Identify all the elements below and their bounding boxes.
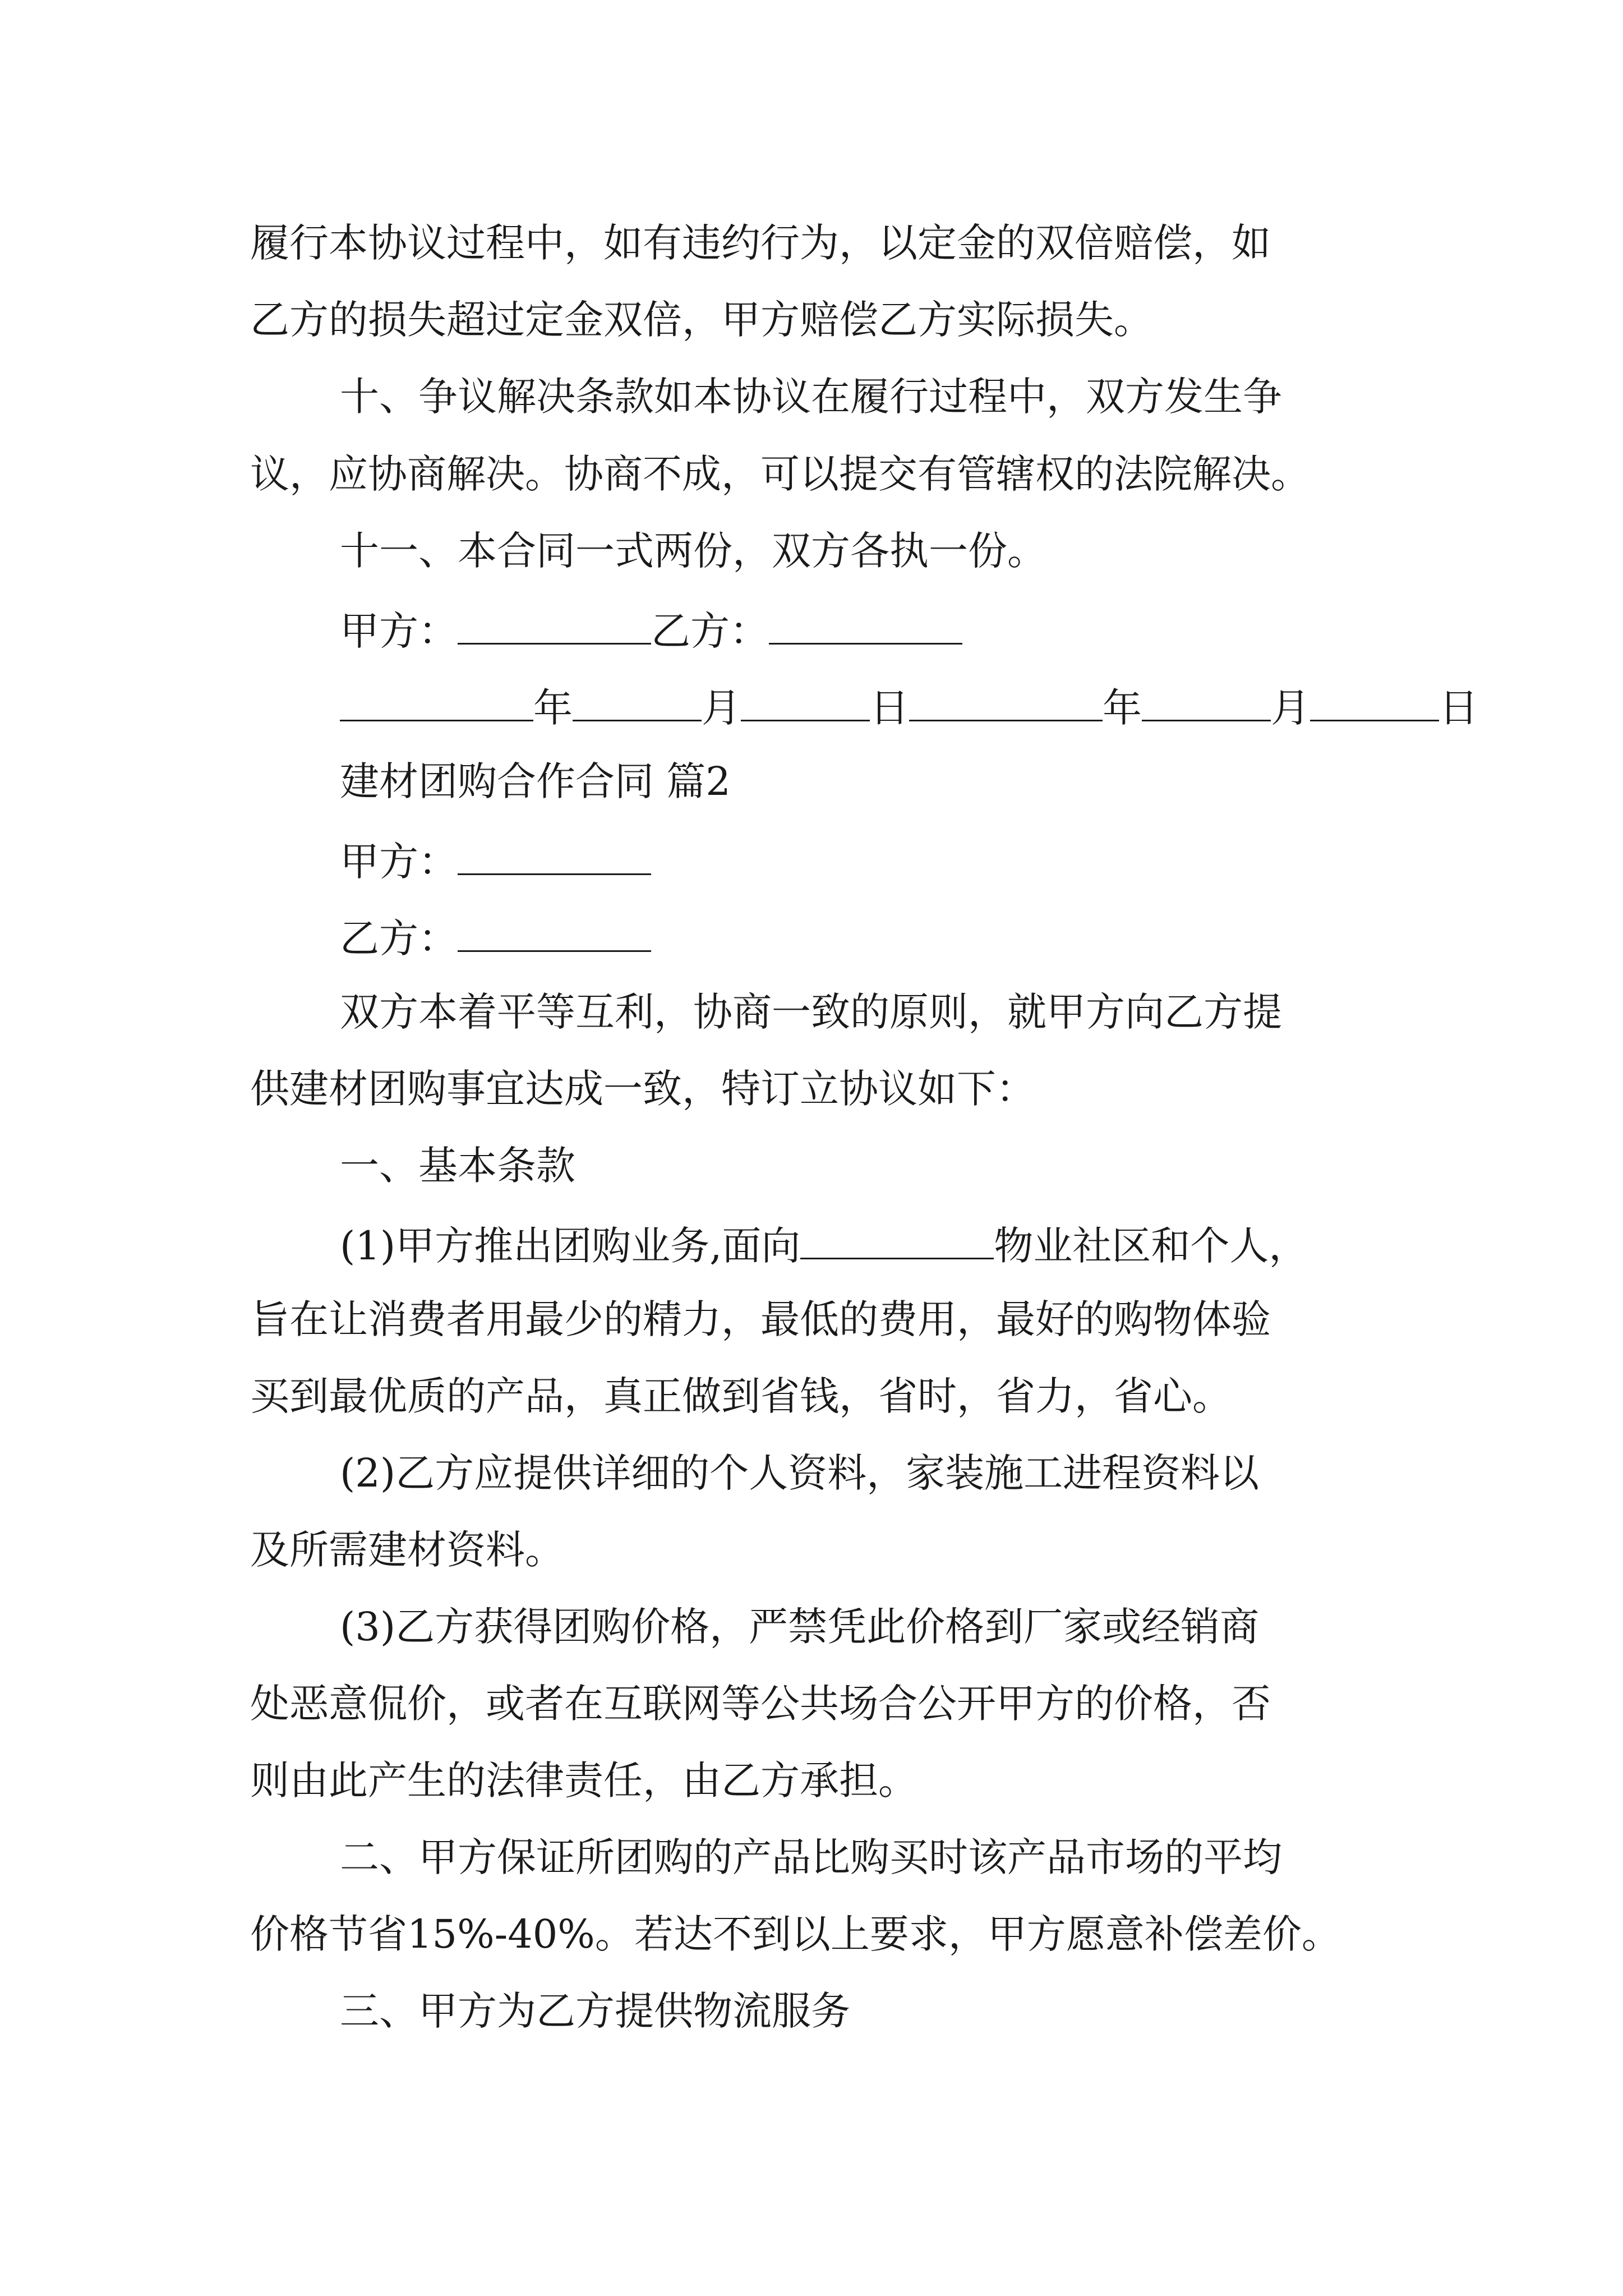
month-blank: [573, 685, 702, 721]
year-label: 年: [533, 685, 573, 731]
party-a-blank: [458, 839, 651, 875]
party-a-label: 甲方：: [340, 608, 458, 654]
text-line: 十、争议解决条款如本协议在履行过程中，双方发生争: [340, 374, 1282, 420]
text-line: (2)乙方应提供详细的个人资料，家装施工进程资料以: [340, 1450, 1260, 1496]
text-line: 则由此产生的法律责任，由乙方承担。: [250, 1757, 917, 1803]
text-line: 及所需建材资料。: [250, 1527, 564, 1573]
text-line: 处恶意侃价，或者在互联网等公共场合公开甲方的价格，否: [250, 1681, 1271, 1727]
signature-parties-line: [340, 608, 962, 654]
text-line: 履行本协议过程中，如有违约行为，以定金的双倍赔偿，如: [250, 220, 1271, 266]
party-b-label: 乙方：: [651, 608, 769, 654]
party-a-line: [340, 839, 651, 885]
party-b-line: [340, 915, 651, 961]
text-line: 旨在让消费者用最少的精力，最低的费用，最好的购物体验: [250, 1296, 1271, 1342]
item-1-suffix: 物业社区和个人，: [994, 1223, 1308, 1269]
year-blank-2: [909, 685, 1103, 721]
party-b-blank: [458, 915, 651, 952]
text-line: 二、甲方保证所团购的产品比购买时该产品市场的平均: [340, 1834, 1282, 1880]
year-blank: [340, 685, 533, 721]
day-label-2: 日: [1439, 685, 1478, 731]
clause-heading: 三、甲方为乙方提供物流服务: [340, 1988, 850, 2034]
party-a-blank: [458, 608, 651, 645]
text-line: 买到最优质的产品，真正做到省钱，省时，省力，省心。: [250, 1373, 1232, 1419]
clause-heading: 一、基本条款: [340, 1143, 575, 1189]
text-line: 供建材团购事宜达成一致，特订立协议如下：: [250, 1066, 1035, 1112]
party-b-label: 乙方：: [340, 915, 458, 961]
month-label: 月: [702, 685, 741, 731]
text-line: 乙方的损失超过定金双倍，甲方赔偿乙方实际损失。: [250, 297, 1153, 343]
day-blank: [741, 685, 870, 721]
party-b-blank: [769, 608, 962, 645]
community-blank: [800, 1223, 994, 1259]
section-title: 建材团购合作合同 篇2: [340, 758, 731, 804]
text-line: [340, 1223, 1308, 1269]
text-line: 价格节省15%-40%。若达不到以上要求，甲方愿意补偿差价。: [250, 1911, 1341, 1957]
day-label: 日: [870, 685, 909, 731]
month-label-2: 月: [1271, 685, 1310, 731]
item-1-prefix: (1)甲方推出团购业务,面向: [340, 1223, 801, 1269]
signature-date-line: [340, 685, 1478, 731]
party-a-label: 甲方：: [340, 839, 458, 885]
text-line: 十一、本合同一式两份，双方各执一份。: [340, 528, 1046, 574]
month-blank-2: [1142, 685, 1271, 721]
text-line: 双方本着平等互利，协商一致的原则，就甲方向乙方提: [340, 989, 1282, 1035]
text-line: (3)乙方获得团购价格，严禁凭此价格到厂家或经销商: [340, 1604, 1260, 1650]
year-label-2: 年: [1103, 685, 1142, 731]
day-blank-2: [1310, 685, 1439, 721]
text-line: 议，应协商解决。协商不成，可以提交有管辖权的法院解决。: [250, 451, 1310, 497]
